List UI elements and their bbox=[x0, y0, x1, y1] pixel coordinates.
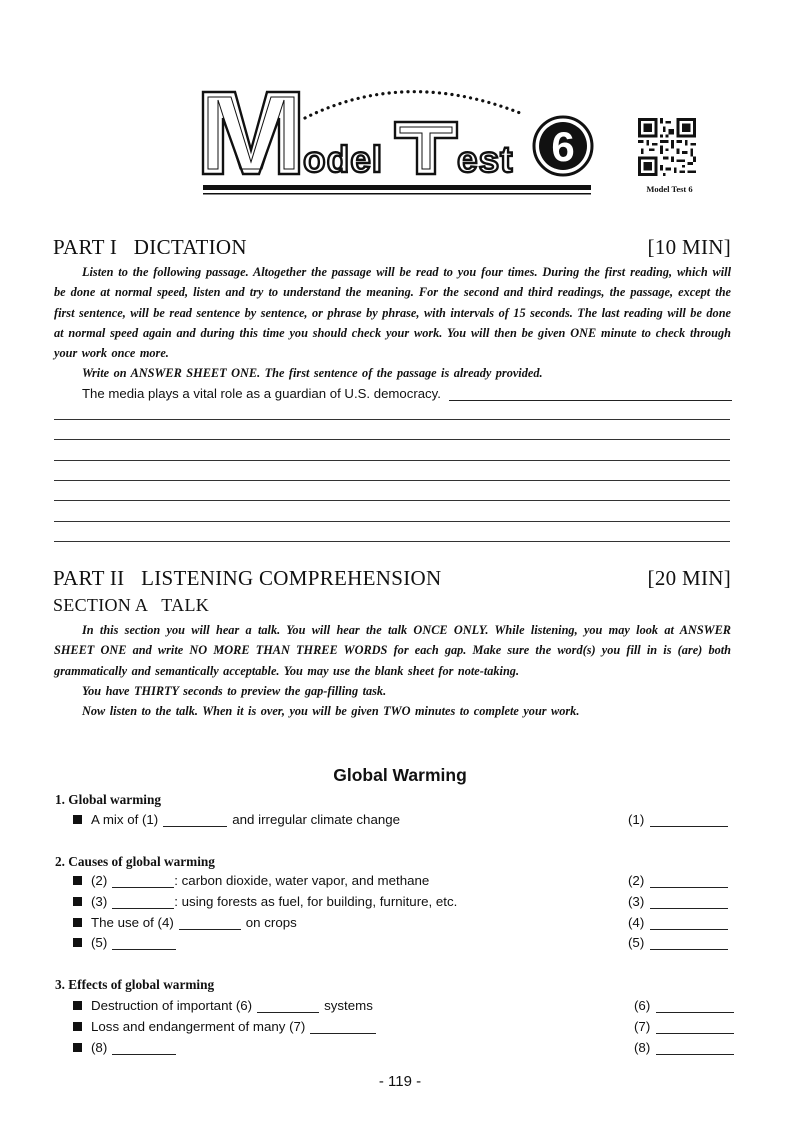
answer-slot[interactable] bbox=[628, 894, 728, 909]
section-a-heading: SECTION A TALK bbox=[53, 595, 210, 615]
part2-instruction-3: Now listen to the talk. When it is over, you will be given TWO minutes to complete your work. bbox=[82, 704, 580, 719]
answer-slot[interactable] bbox=[628, 873, 728, 888]
answer-slot[interactable] bbox=[634, 1019, 734, 1034]
dictation-answer-line[interactable] bbox=[54, 500, 730, 501]
answer-number: (5) bbox=[628, 935, 645, 950]
item-text: and irregular climate change bbox=[232, 812, 401, 827]
answer-number: (2) bbox=[628, 873, 645, 888]
gap-blank[interactable] bbox=[112, 936, 176, 950]
dictation-answer-line[interactable] bbox=[54, 439, 730, 440]
answer-number: (8) bbox=[634, 1040, 651, 1055]
dictation-answer-line[interactable] bbox=[54, 521, 730, 522]
answer-line[interactable] bbox=[650, 895, 728, 909]
item-text: (8) bbox=[91, 1040, 108, 1055]
answer-number: (1) bbox=[628, 812, 645, 827]
part1-instructions bbox=[54, 262, 731, 384]
answer-line[interactable] bbox=[650, 813, 728, 827]
part2-instruction-2: You have THIRTY seconds to preview the gap-filling task. bbox=[82, 683, 387, 698]
item-text: on crops bbox=[245, 915, 297, 930]
item-text: Destruction of important (6) bbox=[91, 998, 253, 1013]
gap-blank[interactable] bbox=[112, 874, 174, 888]
task-section-title: 1. Global warming bbox=[55, 792, 162, 807]
item-text: (2) bbox=[91, 873, 108, 888]
bullet-icon bbox=[73, 1043, 82, 1052]
dictation-answer-line[interactable] bbox=[449, 388, 732, 401]
part2-instruction-1: In this section you will hear a talk. You will hear the talk ONCE ONLY. While listening, you may look at ANSWER SHEET ONE and write NO MORE THAN THREE WORDS for each gap. Make sure the word(s) you fill in is (are) both grammatically and semantically acceptable. You may use the blank sheet for note-taking. bbox=[54, 623, 731, 678]
bullet-icon bbox=[73, 938, 82, 947]
task-section-title: 2. Causes of global warming bbox=[55, 854, 215, 869]
answer-number: (4) bbox=[628, 915, 645, 930]
bullet-icon bbox=[73, 897, 82, 906]
item-text: (3) bbox=[91, 894, 108, 909]
answer-line[interactable] bbox=[656, 999, 734, 1013]
answer-slot[interactable] bbox=[634, 1040, 734, 1055]
model-test-logo bbox=[195, 78, 600, 210]
task-item bbox=[73, 935, 181, 950]
part2-heading bbox=[53, 566, 731, 591]
task-item bbox=[73, 873, 429, 888]
task-item bbox=[73, 894, 457, 909]
gap-blank[interactable] bbox=[310, 1020, 376, 1034]
task-item bbox=[73, 1019, 381, 1034]
answer-number: (6) bbox=[634, 998, 651, 1013]
part1-instruction-2: Write on ANSWER SHEET ONE. The first sentence of the passage is already provided. bbox=[82, 366, 543, 381]
item-text: The use of (4) bbox=[91, 915, 174, 930]
answer-line[interactable] bbox=[650, 874, 728, 888]
gap-blank[interactable] bbox=[112, 895, 174, 909]
first-sentence-text: The media plays a vital role as a guardian of U.S. democracy. bbox=[82, 386, 441, 401]
task-item bbox=[73, 1040, 181, 1055]
answer-number: (7) bbox=[634, 1019, 651, 1034]
answer-slot[interactable] bbox=[634, 998, 734, 1013]
bullet-icon bbox=[73, 815, 82, 824]
svg-text:est: est bbox=[457, 139, 514, 180]
task-section-title: 3. Effects of global warming bbox=[55, 977, 215, 992]
svg-text:odel: odel bbox=[303, 139, 384, 180]
task-item bbox=[73, 998, 373, 1013]
answer-slot[interactable] bbox=[628, 812, 728, 827]
part1-instruction-1: Listen to the following passage. Altogether the passage will be read to you four times. During the first reading, which will be done at normal speed, listen and try to understand the meaning. For the second and third readings, the passage, except the first sentence, will be read sentence by sentence, or phrase by phrase, with intervals of 15 seconds. The last reading will be done at normal speed again and during this time you should check your work. You will then be given ONE minute to check through your work once more. bbox=[54, 265, 731, 361]
gap-blank[interactable] bbox=[112, 1041, 176, 1055]
dictation-first-sentence bbox=[82, 386, 732, 401]
item-text: A mix of (1) bbox=[91, 812, 159, 827]
answer-line[interactable] bbox=[656, 1041, 734, 1055]
bullet-icon bbox=[73, 918, 82, 927]
task-item bbox=[73, 812, 400, 827]
task-title: Global Warming bbox=[333, 765, 467, 785]
part2-instructions bbox=[54, 620, 731, 721]
part2-title: PART II LISTENING COMPREHENSION bbox=[53, 566, 442, 590]
dictation-answer-line[interactable] bbox=[54, 541, 730, 542]
part1-duration: [10 MIN] bbox=[647, 235, 731, 259]
dictation-answer-line[interactable] bbox=[54, 460, 730, 461]
item-text: (5) bbox=[91, 935, 108, 950]
dictation-answer-line[interactable] bbox=[54, 419, 730, 420]
dictation-answer-line[interactable] bbox=[54, 480, 730, 481]
qr-caption: Model Test 6 bbox=[646, 184, 693, 194]
part1-heading bbox=[53, 235, 731, 260]
svg-text:6: 6 bbox=[551, 123, 575, 170]
part1-title: PART I DICTATION bbox=[53, 235, 247, 259]
gap-blank[interactable] bbox=[179, 916, 241, 930]
answer-slot[interactable] bbox=[628, 935, 728, 950]
answer-slot[interactable] bbox=[628, 915, 728, 930]
item-text: : using forests as fuel, for building, furniture, etc. bbox=[174, 894, 458, 909]
bullet-icon bbox=[73, 876, 82, 885]
gap-blank[interactable] bbox=[163, 813, 227, 827]
task-item bbox=[73, 915, 297, 930]
part2-duration: [20 MIN] bbox=[647, 566, 731, 590]
item-text: Loss and endangerment of many (7) bbox=[91, 1019, 306, 1034]
answer-line[interactable] bbox=[650, 936, 728, 950]
gap-blank[interactable] bbox=[257, 999, 319, 1013]
answer-number: (3) bbox=[628, 894, 645, 909]
answer-line[interactable] bbox=[650, 916, 728, 930]
item-text: : carbon dioxide, water vapor, and methane bbox=[174, 873, 430, 888]
item-text: systems bbox=[324, 998, 373, 1013]
answer-line[interactable] bbox=[656, 1020, 734, 1034]
page-number: - 119 - bbox=[378, 1073, 422, 1090]
bullet-icon bbox=[73, 1022, 82, 1031]
qr-code[interactable] bbox=[637, 118, 697, 176]
bullet-icon bbox=[73, 1001, 82, 1010]
